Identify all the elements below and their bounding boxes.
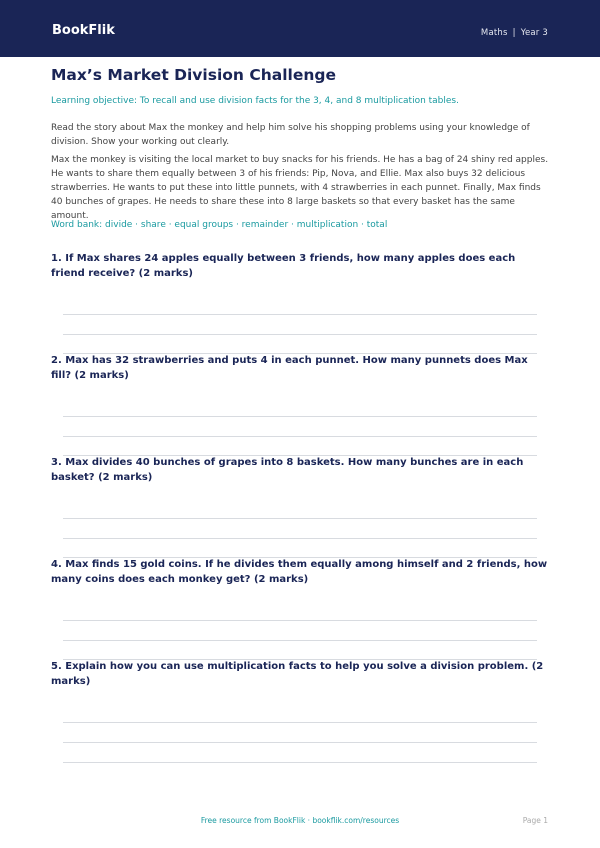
learning-objective: Learning objective: To recall and use division facts for the 3, 4, and 8 multiplication tables. (51, 96, 459, 106)
page-header (0, 0, 600, 57)
answer-line[interactable] (63, 722, 537, 723)
subject-year-label (481, 28, 548, 38)
story-paragraph: Max the monkey is visiting the local market to buy snacks for his friends. He has a bag of 24 shiny red apples. He wants to share them equally between 3 of his friends: Pip, Nova, and Ellie. Max also buys 32 delicious strawberries. He wants to put these into little punnets, with 4 strawberries in each punnet. Finally, Max finds 40 bunches of grapes. He needs to share these into 8 large baskets so that every basket has the same amount. (51, 155, 549, 221)
answer-line[interactable] (63, 640, 537, 641)
footer-credit: Free resource from BookFlik · bookflik.com/resources (200, 816, 400, 825)
answer-line[interactable] (63, 416, 537, 417)
question-1: 1. If Max shares 24 apples equally between 3 friends, how many apples does each friend receive? (2 marks) (51, 253, 516, 279)
question-5: 5. Explain how you can use multiplication facts to help you solve a division problem. (2 marks) (51, 661, 544, 687)
answer-line[interactable] (63, 314, 537, 315)
year-label: Year 3 (520, 28, 548, 38)
subject-label: Maths (480, 28, 508, 38)
page-number: Page 1 (522, 816, 548, 825)
question-3: 3. Max divides 40 bunches of grapes into 8 baskets. How many bunches are in each basket? (2 marks) (51, 457, 524, 483)
answer-line[interactable] (63, 620, 537, 621)
intro-paragraph: Read the story about Max the monkey and help him solve his shopping problems using your knowledge of division. Show your working out clearly. (51, 123, 530, 147)
subject-separator: | (512, 28, 516, 38)
question-2: 2. Max has 32 strawberries and puts 4 in each punnet. How many punnets does Max fill? (2 marks) (51, 355, 528, 381)
answer-line[interactable] (63, 538, 537, 539)
answer-line[interactable] (63, 334, 537, 335)
answer-line[interactable] (63, 742, 537, 743)
brand-logo: BookFlik (52, 23, 115, 38)
answer-line[interactable] (63, 436, 537, 437)
worksheet-title: Max’s Market Division Challenge (51, 66, 336, 84)
question-4: 4. Max finds 15 gold coins. If he divides them equally among himself and 2 friends, how many coins does each monkey get? (2 marks) (51, 559, 548, 585)
answer-line[interactable] (63, 762, 537, 763)
answer-line[interactable] (63, 518, 537, 519)
word-bank: Word bank: divide · share · equal groups · remainder · multiplication · total (51, 220, 388, 230)
